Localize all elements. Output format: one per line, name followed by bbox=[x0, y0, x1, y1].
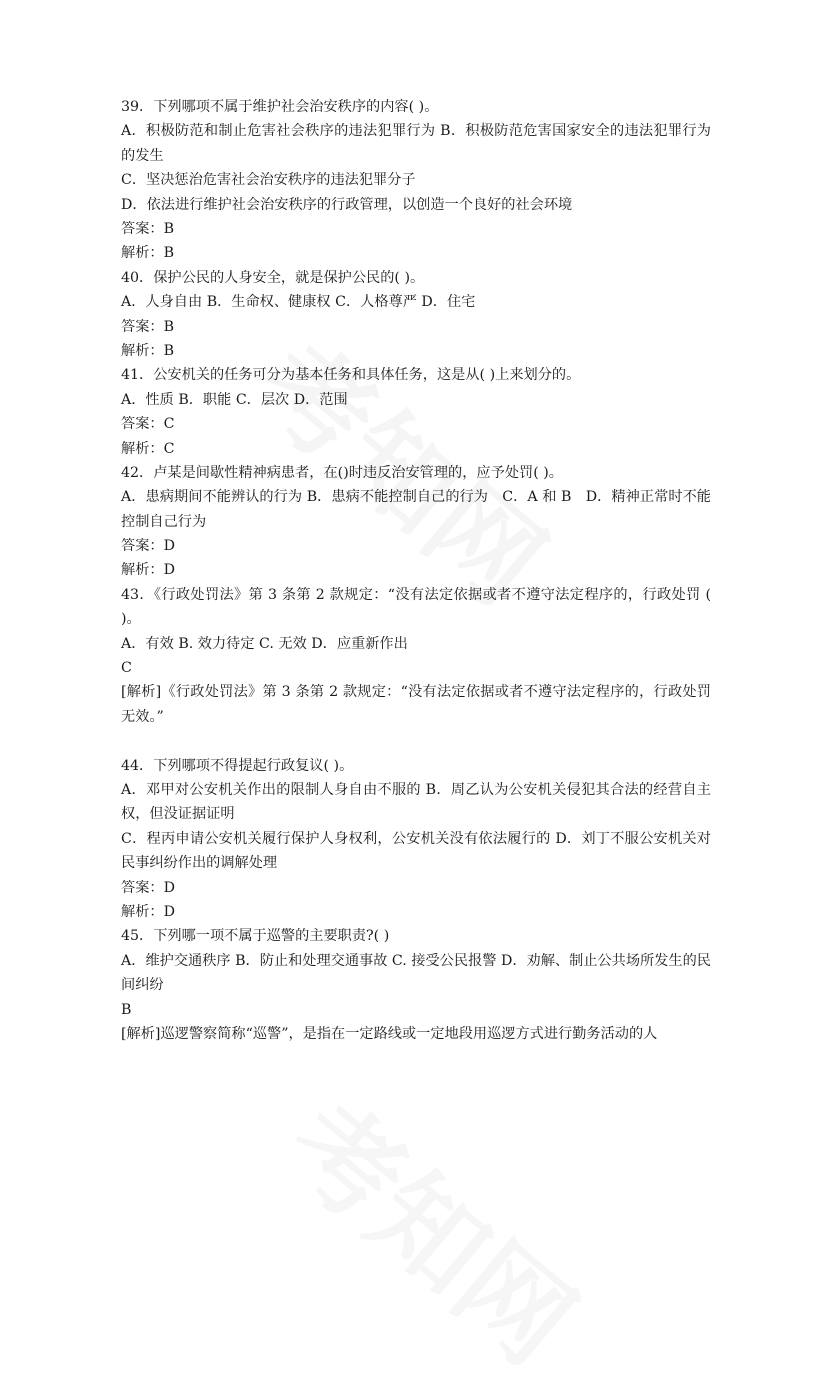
analysis: 解析：B bbox=[121, 245, 174, 262]
analysis: [解析]《行政处罚法》第 3 条第 2 款规定：“没有法定依据或者不遵守法定程序的，行政处罚无效。” bbox=[121, 684, 711, 725]
question-45 bbox=[121, 924, 711, 1046]
question-options: C．坚决惩治危害社会治安秩序的违法犯罪分子 bbox=[121, 172, 416, 189]
answer: 答案：B bbox=[121, 318, 174, 335]
answer: 答案：D bbox=[121, 538, 175, 555]
question-42 bbox=[121, 461, 711, 583]
question-options: A．有效 B. 效力待定 C. 无效 D．应重新作出 bbox=[121, 635, 408, 652]
analysis: [解析]巡逻警察简称“巡警”，是指在一定路线或一定地段用巡逻方式进行勤务活动的人 bbox=[121, 1026, 658, 1043]
question-options: A．性质 B．职能 C．层次 D．范围 bbox=[121, 391, 348, 408]
question-stem: 44．下列哪项不得提起行政复议( )。 bbox=[121, 757, 354, 774]
question-44 bbox=[121, 754, 711, 925]
question-stem: 41．公安机关的任务可分为基本任务和具体任务，这是从( )上来划分的。 bbox=[121, 367, 581, 384]
analysis: 解析：D bbox=[121, 904, 175, 921]
document-page bbox=[121, 95, 711, 1046]
answer: 答案：B bbox=[121, 220, 174, 237]
question-options: D．依法进行维护社会治安秩序的行政管理，以创造一个良好的社会环境 bbox=[121, 196, 573, 213]
question-stem: 42．卢某是间歇性精神病患者，在()时违反治安管理的，应予处罚( )。 bbox=[121, 464, 563, 481]
question-options: C．程丙申请公安机关履行保护人身权利，公安机关没有依法履行的 D．刘丁不服公安机关对民事纠纷作出的调解处理 bbox=[121, 830, 711, 872]
analysis: 解析：D bbox=[121, 562, 175, 579]
question-options: A．积极防范和制止危害社会秩序的违法犯罪行为 B．积极防范危害国家安全的违法犯罪行为的发生 bbox=[121, 123, 711, 164]
question-39 bbox=[121, 95, 711, 266]
answer: B bbox=[121, 1001, 132, 1018]
analysis: 解析：B bbox=[121, 342, 174, 359]
question-stem: 40．保护公民的人身安全，就是保护公民的( )。 bbox=[121, 269, 425, 286]
question-40 bbox=[121, 266, 711, 364]
blank-line bbox=[121, 729, 711, 753]
answer: 答案：D bbox=[121, 879, 175, 896]
watermark bbox=[258, 1060, 612, 1393]
question-43 bbox=[121, 583, 711, 729]
question-stem: 39．下列哪项不属于维护社会治安秩序的内容( )。 bbox=[121, 99, 439, 115]
question-options: A．邓甲对公安机关作出的限制人身自由不服的 B．周乙认为公安机关侵犯其合法的经营自主权，但没证据证明 bbox=[121, 782, 711, 823]
answer: 答案：C bbox=[121, 416, 175, 433]
question-stem: 45．下列哪一项不属于巡警的主要职责?( ) bbox=[121, 928, 390, 945]
analysis: 解析：C bbox=[121, 440, 175, 457]
question-options: A．维护交通秩序 B．防止和处理交通事故 C. 接受公民报警 D．劝解、制止公共场所发生的民间纠纷 bbox=[121, 952, 711, 994]
question-stem: 43．《行政处罚法》第 3 条第 2 款规定：“没有法定依据或者不遵守法定程序的，行政处罚 ( )。 bbox=[121, 586, 711, 628]
question-options: A．人身自由 B．生命权、健康权 C．人格尊严 D．住宅 bbox=[121, 294, 476, 311]
answer: C bbox=[121, 660, 132, 677]
question-41 bbox=[121, 363, 711, 461]
question-options: A．患病期间不能辨认的行为 B．患病不能控制自己的行为 C．A 和 B D．精神正常时不能控制自己行为 bbox=[121, 489, 711, 530]
